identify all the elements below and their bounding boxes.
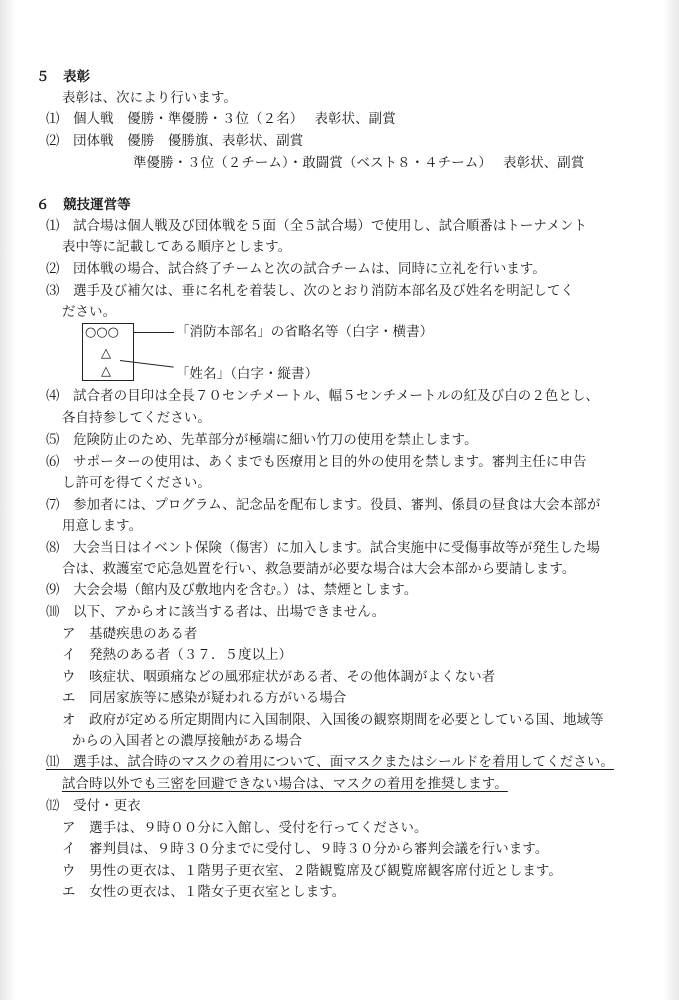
nameplate-triangle-2: △ — [101, 364, 111, 379]
item-3-line-1: ⑶ 選手及び補欠は、垂に名札を着装し、次のとおり消防本部名及び姓名を明記してく — [46, 284, 575, 299]
item-8-line-2: 合は、救護室で応急処置を行い、救急要請が必要な場合は大会本部から要請します。 — [62, 562, 576, 577]
section-6-heading: ６ 競技運営等 — [36, 197, 131, 213]
leader-line-top — [134, 332, 174, 333]
item-11-line-2: 試合時以外でも三密を回避できない場合は、マスクの着用を推奨します。 — [62, 777, 508, 792]
item-1-line-1: ⑴ 試合場は個人戦及び団体戦を５面（全５試合場）で使用し、試合順番はトーナメント — [46, 219, 588, 234]
nameplate-label-top: 「消防本部名」の省略名等（白字・横書） — [176, 325, 434, 340]
item-6-line-1: ⑹ サポーターの使用は、あくまでも医療用と目的外の使用を禁します。審判主任に申告 — [46, 455, 587, 470]
nameplate-triangle-1: △ — [101, 346, 111, 361]
item-1-line-2: 表中等に記載してある順序とします。 — [62, 240, 292, 255]
award-team-other: 準優勝・３位（２チーム）・敢闘賞（ベスト８・４チーム） 表彰状、副賞 — [133, 156, 585, 171]
item-12-a: ア 選手は、９時００分に入館し、受付を行ってください。 — [62, 821, 428, 836]
item-10-e-line-1: オ 政府が定める所定期間内に入国制限、入国後の観察期間を必要としている国、地域等 — [62, 713, 604, 728]
award-team: ⑵ 団体戦 優勝 優勝旗、表彰状、副賞 — [46, 134, 304, 149]
item-9: ⑼ 大会会場（館内及び敷地内を含む。）は、禁煙とします。 — [46, 583, 418, 598]
item-10-c: ウ 咳症状、咽頭痛などの風邪症状がある者、その他体調がよくない者 — [62, 670, 496, 685]
nameplate-label-bottom: 「姓名」（白字・縦書） — [176, 367, 319, 382]
item-12: ⑿ 受付・更衣 — [46, 799, 141, 814]
item-5: ⑸ 危険防止のため、先革部分が極端に細い竹刀の使用を禁止します。 — [46, 433, 478, 448]
section-5-heading: ５ 表彰 — [36, 69, 91, 85]
item-12-c: ウ 男性の更衣は、１階男子更衣室、２階観覧席及び観覧席観客席付近とします。 — [62, 864, 562, 879]
section-5-intro: 表彰は、次により行います。 — [62, 91, 237, 106]
page-shadow-right — [663, 0, 679, 1000]
item-10-e-line-2: からの入国者との濃厚接触がある場合 — [72, 734, 303, 749]
item-7-line-2: 用意します。 — [62, 519, 143, 534]
page-shadow-left — [0, 0, 16, 1000]
item-10-b: イ 発熱のある者（３７．５度以上） — [62, 648, 293, 663]
item-11-line-1: ⑾ 選手は、試合時のマスクの着用について、面マスクまたはシールドを着用してください。 — [46, 755, 614, 770]
item-8-line-1: ⑻ 大会当日はイベント保険（傷害）に加入します。試合実施中に受傷事故等が発生した場 — [46, 541, 601, 556]
nameplate-diagram — [82, 323, 134, 381]
item-4-line-1: ⑷ 試合者の目印は全長７０センチメートル、幅５センチメートルの紅及び白の２色とし、 — [46, 389, 600, 404]
item-4-line-2: 各自持参してください。 — [62, 411, 211, 426]
item-2: ⑵ 団体戦の場合、試合終了チームと次の試合チームは、同時に立礼を行います。 — [46, 262, 546, 277]
item-12-d: エ 女性の更衣は、１階女子更衣室とします。 — [62, 885, 346, 900]
item-3-line-2: ださい。 — [62, 305, 117, 320]
item-10: ⑽ 以下、アからオに該当する者は、出場できません。 — [46, 605, 386, 620]
item-7-line-1: ⑺ 参加者には、プログラム、記念品を配布します。役員、審判、係員の昼食は大会本部が — [46, 498, 601, 513]
item-10-a: ア 基礎疾患のある者 — [62, 627, 198, 642]
item-10-d: エ 同居家族等に感染が疑われる方がいる場合 — [62, 691, 347, 706]
award-individual: ⑴ 個人戦 優勝・準優勝・３位（２名） 表彰状、副賞 — [46, 112, 396, 127]
item-6-line-2: し許可を得てください。 — [62, 476, 211, 491]
nameplate-circles: ○○○ — [85, 325, 120, 340]
item-12-b: イ 審判員は、９時３０分までに受付し、９時３０分から審判会議を行います。 — [62, 842, 549, 857]
